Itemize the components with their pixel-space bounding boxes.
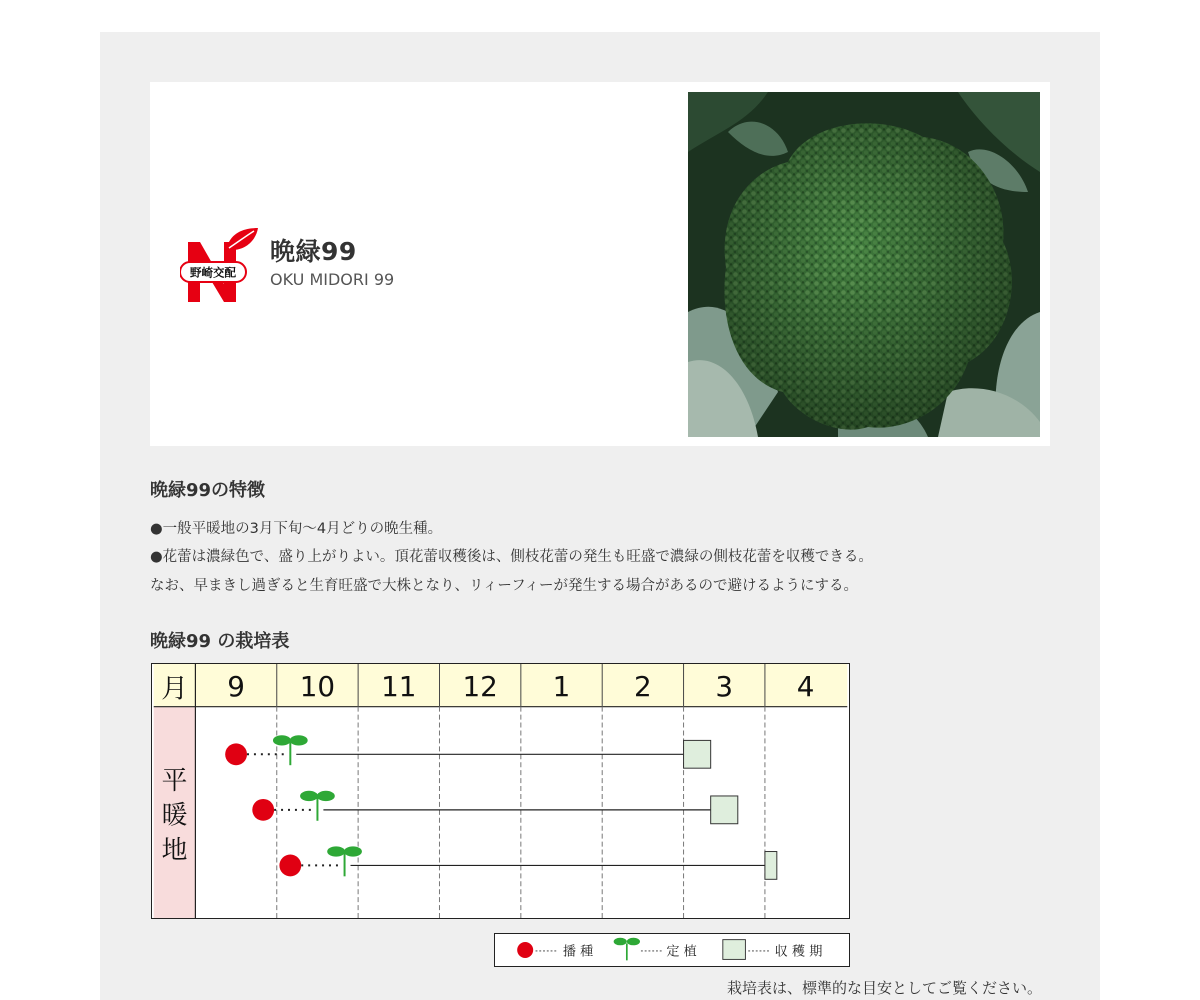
month-tick-label: 12 — [462, 669, 498, 703]
harvest-swatch-icon — [723, 940, 746, 960]
month-tick-label: 3 — [715, 669, 734, 703]
region-label-char: 地 — [161, 835, 188, 866]
product-title: 晩緑99 — [270, 237, 357, 266]
legend-sow-label: 播 種 — [562, 944, 594, 960]
feature-line-1: ●一般平暖地の3月下旬〜4月どりの晩生種。 — [150, 521, 443, 537]
sow-marker — [279, 855, 301, 877]
harvest-bar — [711, 796, 738, 824]
legend-plant-label: 定 植 — [666, 944, 697, 960]
month-tick-label: 10 — [299, 669, 336, 703]
schedule-row — [252, 791, 738, 824]
month-tick-label: 2 — [634, 669, 652, 703]
region-label-char: 暖 — [161, 800, 188, 831]
sow-marker — [225, 743, 247, 765]
chart-legend — [494, 933, 850, 967]
plant-marker — [300, 791, 335, 821]
region-label-char: 平 — [161, 766, 188, 797]
product-subtitle: OKU MIDORI 99 — [270, 270, 395, 289]
plant-marker — [327, 846, 362, 876]
plant-marker — [273, 735, 308, 765]
schedule-row — [279, 846, 776, 879]
chart-note: 栽培表は、標準的な目安としてご覧ください。 — [726, 979, 1042, 997]
month-tick-label: 4 — [796, 669, 815, 703]
sow-marker — [252, 799, 274, 821]
month-tick-label: 9 — [227, 669, 245, 703]
schedule-row — [225, 735, 711, 768]
product-header — [150, 82, 1050, 446]
month-label: 月 — [161, 673, 188, 705]
month-tick-label: 11 — [381, 669, 417, 703]
harvest-bar — [684, 740, 711, 768]
month-tick-label: 1 — [552, 669, 571, 703]
sow-marker-icon — [517, 942, 533, 958]
features-heading: 晩緑99の特徴 — [150, 480, 266, 501]
broccoli-photo — [688, 92, 1040, 437]
feature-line-3: なお、早まきし過ぎると生育旺盛で大株となり、リィーフィーが発生する場合があるので避けるようにする。 — [150, 578, 859, 594]
region-label — [162, 766, 188, 865]
harvest-bar — [765, 852, 777, 880]
nozaki-logo — [180, 228, 260, 304]
feature-line-2: ●花蕾は濃緑色で、盛り上がりよい。頂花蕾収穫後は、側枝花蕾の発生も旺盛で濃緑の側枝花蕾を収穫できる。 — [150, 549, 873, 565]
legend-harvest-label: 収 穫 期 — [774, 944, 823, 960]
schedule-heading: 晩緑99 の栽培表 — [150, 631, 290, 652]
svg-text:野崎交配: 野崎交配 — [190, 265, 236, 280]
seedling-icon — [614, 938, 640, 961]
cultivation-chart — [151, 663, 850, 919]
